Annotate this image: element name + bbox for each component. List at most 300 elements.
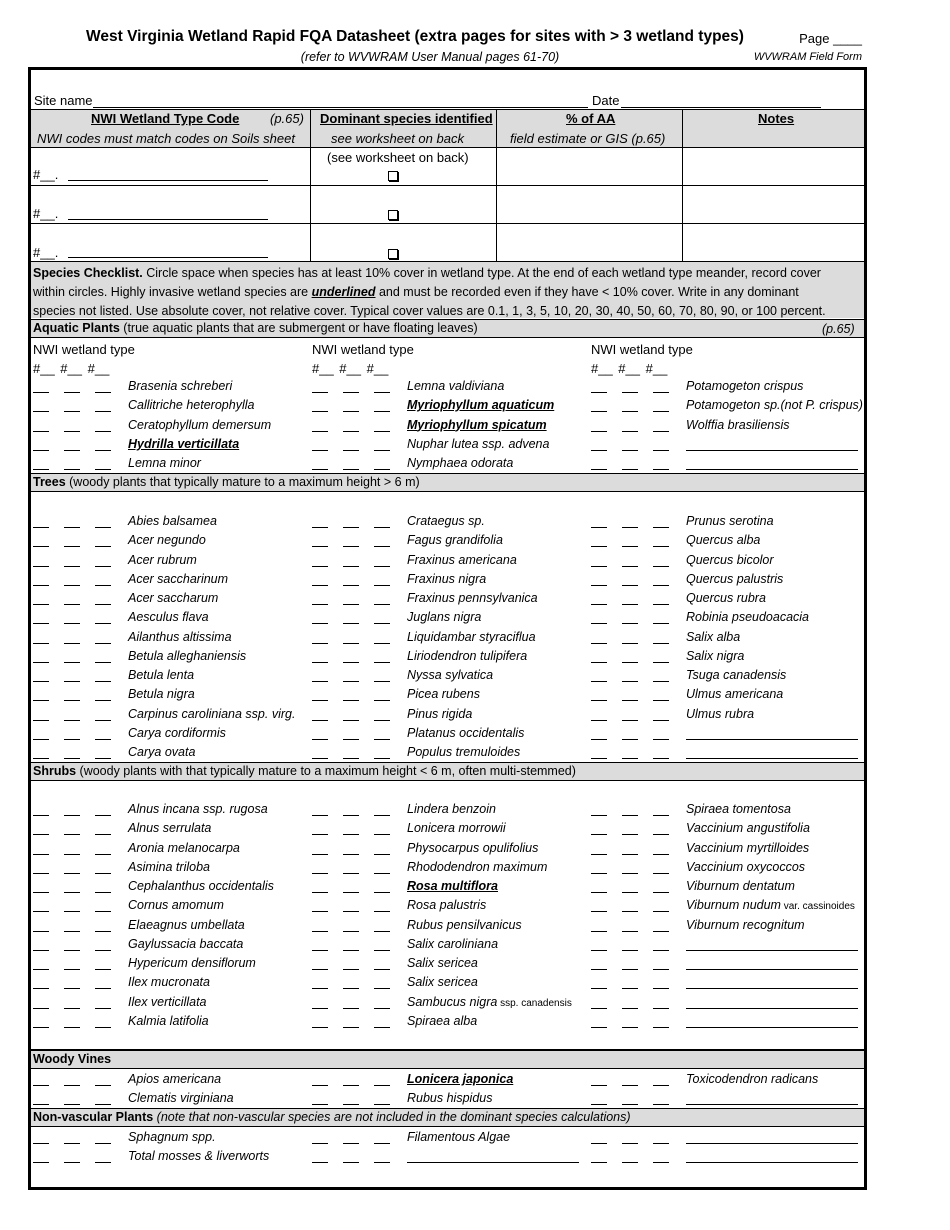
cover-blank[interactable]	[653, 931, 669, 932]
cover-blank[interactable]	[312, 1143, 328, 1144]
cover-blank[interactable]	[33, 585, 49, 586]
cover-blank[interactable]	[622, 411, 638, 412]
cover-blank[interactable]	[95, 392, 111, 393]
cover-blank[interactable]	[653, 739, 669, 740]
cover-blank[interactable]	[64, 1008, 80, 1009]
cover-blank[interactable]	[591, 450, 607, 451]
cover-blank[interactable]	[591, 854, 607, 855]
cover-blank[interactable]	[343, 585, 359, 586]
cover-blank[interactable]	[653, 546, 669, 547]
cover-blank[interactable]	[64, 604, 80, 605]
cover-blank[interactable]	[64, 834, 80, 835]
cover-blank[interactable]	[591, 585, 607, 586]
cover-blank[interactable]	[374, 1143, 390, 1144]
cover-blank[interactable]	[343, 1162, 359, 1163]
cover-blank[interactable]	[95, 1027, 111, 1028]
cover-blank[interactable]	[64, 950, 80, 951]
cover-blank[interactable]	[374, 604, 390, 605]
cover-blank[interactable]	[312, 911, 328, 912]
cover-blank[interactable]	[64, 1104, 80, 1105]
cover-blank[interactable]	[591, 604, 607, 605]
cover-blank[interactable]	[33, 546, 49, 547]
cover-blank[interactable]	[312, 854, 328, 855]
cover-blank[interactable]	[64, 1162, 80, 1163]
cover-blank[interactable]	[653, 585, 669, 586]
cover-blank[interactable]	[95, 1085, 111, 1086]
dominant-checkbox-2[interactable]	[388, 210, 398, 220]
cover-blank[interactable]	[95, 815, 111, 816]
write-in-blank[interactable]	[686, 739, 858, 740]
cover-blank[interactable]	[64, 469, 80, 470]
cover-blank[interactable]	[343, 911, 359, 912]
cover-blank[interactable]	[653, 411, 669, 412]
cover-blank[interactable]	[95, 700, 111, 701]
cover-blank[interactable]	[374, 431, 390, 432]
cover-blank[interactable]	[64, 450, 80, 451]
cover-blank[interactable]	[374, 892, 390, 893]
cover-blank[interactable]	[33, 1143, 49, 1144]
cover-blank[interactable]	[312, 988, 328, 989]
cover-blank[interactable]	[591, 1008, 607, 1009]
cover-blank[interactable]	[622, 1085, 638, 1086]
cover-blank[interactable]	[653, 1085, 669, 1086]
cover-blank[interactable]	[591, 566, 607, 567]
cover-blank[interactable]	[312, 1162, 328, 1163]
cover-blank[interactable]	[591, 1143, 607, 1144]
cover-blank[interactable]	[343, 1104, 359, 1105]
cover-blank[interactable]	[591, 643, 607, 644]
cover-blank[interactable]	[95, 411, 111, 412]
cover-blank[interactable]	[95, 604, 111, 605]
cover-blank[interactable]	[591, 873, 607, 874]
cover-blank[interactable]	[653, 969, 669, 970]
cover-blank[interactable]	[95, 623, 111, 624]
cover-blank[interactable]	[33, 911, 49, 912]
cover-blank[interactable]	[312, 643, 328, 644]
cover-blank[interactable]	[622, 469, 638, 470]
cover-blank[interactable]	[374, 469, 390, 470]
nwi-code-field-1[interactable]	[68, 180, 268, 181]
cover-blank[interactable]	[374, 1162, 390, 1163]
cover-blank[interactable]	[343, 1008, 359, 1009]
cover-blank[interactable]	[95, 892, 111, 893]
cover-blank[interactable]	[374, 1085, 390, 1086]
cover-blank[interactable]	[33, 643, 49, 644]
cover-blank[interactable]	[343, 662, 359, 663]
cover-blank[interactable]	[653, 431, 669, 432]
cover-blank[interactable]	[95, 988, 111, 989]
cover-blank[interactable]	[374, 392, 390, 393]
cover-blank[interactable]	[374, 758, 390, 759]
cover-blank[interactable]	[622, 623, 638, 624]
cover-blank[interactable]	[64, 911, 80, 912]
cover-blank[interactable]	[64, 892, 80, 893]
cover-blank[interactable]	[343, 1143, 359, 1144]
cover-blank[interactable]	[622, 739, 638, 740]
cover-blank[interactable]	[64, 1027, 80, 1028]
cover-blank[interactable]	[591, 950, 607, 951]
cover-blank[interactable]	[591, 681, 607, 682]
cover-blank[interactable]	[312, 931, 328, 932]
cover-blank[interactable]	[95, 1143, 111, 1144]
cover-blank[interactable]	[95, 527, 111, 528]
cover-blank[interactable]	[95, 469, 111, 470]
cover-blank[interactable]	[343, 854, 359, 855]
write-in-blank[interactable]	[686, 1008, 858, 1009]
cover-blank[interactable]	[374, 527, 390, 528]
cover-blank[interactable]	[591, 527, 607, 528]
cover-blank[interactable]	[312, 469, 328, 470]
cover-blank[interactable]	[33, 662, 49, 663]
cover-blank[interactable]	[653, 1027, 669, 1028]
cover-blank[interactable]	[312, 739, 328, 740]
cover-blank[interactable]	[622, 834, 638, 835]
cover-blank[interactable]	[653, 950, 669, 951]
cover-blank[interactable]	[374, 931, 390, 932]
cover-blank[interactable]	[374, 720, 390, 721]
cover-blank[interactable]	[312, 681, 328, 682]
cover-blank[interactable]	[312, 566, 328, 567]
cover-blank[interactable]	[622, 1008, 638, 1009]
cover-blank[interactable]	[33, 431, 49, 432]
cover-blank[interactable]	[622, 988, 638, 989]
cover-blank[interactable]	[312, 662, 328, 663]
write-in-blank[interactable]	[686, 969, 858, 970]
cover-blank[interactable]	[622, 950, 638, 951]
cover-blank[interactable]	[33, 566, 49, 567]
cover-blank[interactable]	[653, 720, 669, 721]
cover-blank[interactable]	[374, 739, 390, 740]
cover-blank[interactable]	[591, 834, 607, 835]
cover-blank[interactable]	[64, 969, 80, 970]
cover-blank[interactable]	[343, 1085, 359, 1086]
cover-blank[interactable]	[343, 758, 359, 759]
cover-blank[interactable]	[95, 834, 111, 835]
cover-blank[interactable]	[374, 834, 390, 835]
cover-blank[interactable]	[343, 604, 359, 605]
cover-blank[interactable]	[33, 1027, 49, 1028]
cover-blank[interactable]	[33, 469, 49, 470]
cover-blank[interactable]	[33, 1162, 49, 1163]
cover-blank[interactable]	[653, 854, 669, 855]
cover-blank[interactable]	[591, 892, 607, 893]
cover-blank[interactable]	[622, 720, 638, 721]
write-in-blank[interactable]	[686, 450, 858, 451]
write-in-blank[interactable]	[686, 988, 858, 989]
cover-blank[interactable]	[653, 1104, 669, 1105]
cover-blank[interactable]	[33, 834, 49, 835]
cover-blank[interactable]	[64, 854, 80, 855]
cover-blank[interactable]	[374, 1008, 390, 1009]
cover-blank[interactable]	[374, 450, 390, 451]
cover-blank[interactable]	[33, 1008, 49, 1009]
cover-blank[interactable]	[622, 700, 638, 701]
cover-blank[interactable]	[95, 546, 111, 547]
cover-blank[interactable]	[622, 1162, 638, 1163]
cover-blank[interactable]	[95, 566, 111, 567]
cover-blank[interactable]	[95, 1104, 111, 1105]
cover-blank[interactable]	[33, 950, 49, 951]
cover-blank[interactable]	[653, 1143, 669, 1144]
cover-blank[interactable]	[64, 758, 80, 759]
cover-blank[interactable]	[343, 931, 359, 932]
cover-blank[interactable]	[653, 643, 669, 644]
cover-blank[interactable]	[374, 546, 390, 547]
cover-blank[interactable]	[64, 431, 80, 432]
cover-blank[interactable]	[343, 892, 359, 893]
cover-blank[interactable]	[653, 758, 669, 759]
cover-blank[interactable]	[33, 854, 49, 855]
cover-blank[interactable]	[95, 1162, 111, 1163]
cover-blank[interactable]	[374, 566, 390, 567]
cover-blank[interactable]	[33, 892, 49, 893]
cover-blank[interactable]	[312, 758, 328, 759]
cover-blank[interactable]	[374, 969, 390, 970]
cover-blank[interactable]	[622, 931, 638, 932]
cover-blank[interactable]	[64, 720, 80, 721]
cover-blank[interactable]	[622, 392, 638, 393]
cover-blank[interactable]	[33, 681, 49, 682]
cover-blank[interactable]	[374, 815, 390, 816]
cover-blank[interactable]	[312, 892, 328, 893]
cover-blank[interactable]	[343, 815, 359, 816]
cover-blank[interactable]	[33, 411, 49, 412]
cover-blank[interactable]	[312, 604, 328, 605]
cover-blank[interactable]	[33, 739, 49, 740]
cover-blank[interactable]	[622, 854, 638, 855]
cover-blank[interactable]	[95, 720, 111, 721]
date-field[interactable]	[621, 107, 821, 108]
cover-blank[interactable]	[374, 911, 390, 912]
cover-blank[interactable]	[653, 1008, 669, 1009]
cover-blank[interactable]	[64, 546, 80, 547]
cover-blank[interactable]	[591, 815, 607, 816]
cover-blank[interactable]	[653, 1162, 669, 1163]
cover-blank[interactable]	[622, 527, 638, 528]
cover-blank[interactable]	[312, 392, 328, 393]
cover-blank[interactable]	[33, 873, 49, 874]
cover-blank[interactable]	[653, 392, 669, 393]
cover-blank[interactable]	[95, 950, 111, 951]
cover-blank[interactable]	[591, 739, 607, 740]
cover-blank[interactable]	[622, 681, 638, 682]
cover-blank[interactable]	[591, 1162, 607, 1163]
cover-blank[interactable]	[653, 604, 669, 605]
cover-blank[interactable]	[312, 969, 328, 970]
cover-blank[interactable]	[622, 873, 638, 874]
cover-blank[interactable]	[653, 527, 669, 528]
cover-blank[interactable]	[622, 892, 638, 893]
cover-blank[interactable]	[64, 681, 80, 682]
cover-blank[interactable]	[591, 662, 607, 663]
cover-blank[interactable]	[622, 662, 638, 663]
cover-blank[interactable]	[343, 546, 359, 547]
cover-blank[interactable]	[653, 892, 669, 893]
cover-blank[interactable]	[95, 681, 111, 682]
cover-blank[interactable]	[374, 662, 390, 663]
cover-blank[interactable]	[653, 450, 669, 451]
cover-blank[interactable]	[343, 969, 359, 970]
write-in-blank[interactable]	[686, 469, 858, 470]
cover-blank[interactable]	[622, 546, 638, 547]
cover-blank[interactable]	[312, 815, 328, 816]
cover-blank[interactable]	[64, 931, 80, 932]
cover-blank[interactable]	[312, 700, 328, 701]
write-in-blank[interactable]	[686, 1143, 858, 1144]
cover-blank[interactable]	[312, 1085, 328, 1086]
cover-blank[interactable]	[653, 566, 669, 567]
cover-blank[interactable]	[64, 643, 80, 644]
cover-blank[interactable]	[591, 988, 607, 989]
cover-blank[interactable]	[653, 469, 669, 470]
cover-blank[interactable]	[343, 469, 359, 470]
cover-blank[interactable]	[622, 566, 638, 567]
cover-blank[interactable]	[374, 411, 390, 412]
cover-blank[interactable]	[374, 643, 390, 644]
cover-blank[interactable]	[622, 815, 638, 816]
cover-blank[interactable]	[95, 969, 111, 970]
cover-blank[interactable]	[343, 988, 359, 989]
cover-blank[interactable]	[591, 700, 607, 701]
cover-blank[interactable]	[64, 411, 80, 412]
cover-blank[interactable]	[653, 911, 669, 912]
write-in-blank[interactable]	[686, 1104, 858, 1105]
write-in-blank[interactable]	[686, 1027, 858, 1028]
cover-blank[interactable]	[64, 700, 80, 701]
cover-blank[interactable]	[95, 931, 111, 932]
cover-blank[interactable]	[343, 411, 359, 412]
cover-blank[interactable]	[33, 623, 49, 624]
cover-blank[interactable]	[95, 450, 111, 451]
cover-blank[interactable]	[374, 950, 390, 951]
nwi-code-field-2[interactable]	[68, 219, 268, 220]
cover-blank[interactable]	[312, 450, 328, 451]
cover-blank[interactable]	[33, 700, 49, 701]
cover-blank[interactable]	[622, 1143, 638, 1144]
cover-blank[interactable]	[64, 585, 80, 586]
cover-blank[interactable]	[343, 643, 359, 644]
cover-blank[interactable]	[653, 834, 669, 835]
cover-blank[interactable]	[653, 700, 669, 701]
cover-blank[interactable]	[591, 1104, 607, 1105]
cover-blank[interactable]	[343, 739, 359, 740]
cover-blank[interactable]	[33, 969, 49, 970]
cover-blank[interactable]	[374, 988, 390, 989]
cover-blank[interactable]	[312, 431, 328, 432]
cover-blank[interactable]	[33, 604, 49, 605]
cover-blank[interactable]	[312, 411, 328, 412]
cover-blank[interactable]	[64, 566, 80, 567]
cover-blank[interactable]	[374, 623, 390, 624]
cover-blank[interactable]	[312, 1027, 328, 1028]
write-in-blank[interactable]	[686, 950, 858, 951]
cover-blank[interactable]	[312, 623, 328, 624]
cover-blank[interactable]	[343, 873, 359, 874]
cover-blank[interactable]	[591, 623, 607, 624]
cover-blank[interactable]	[95, 854, 111, 855]
cover-blank[interactable]	[64, 815, 80, 816]
cover-blank[interactable]	[343, 527, 359, 528]
cover-blank[interactable]	[374, 873, 390, 874]
cover-blank[interactable]	[653, 988, 669, 989]
write-in-blank[interactable]	[407, 1162, 579, 1163]
cover-blank[interactable]	[312, 1008, 328, 1009]
cover-blank[interactable]	[591, 546, 607, 547]
cover-blank[interactable]	[374, 681, 390, 682]
cover-blank[interactable]	[312, 585, 328, 586]
cover-blank[interactable]	[374, 700, 390, 701]
cover-blank[interactable]	[343, 834, 359, 835]
cover-blank[interactable]	[343, 1027, 359, 1028]
cover-blank[interactable]	[591, 1027, 607, 1028]
cover-blank[interactable]	[622, 1104, 638, 1105]
cover-blank[interactable]	[312, 1104, 328, 1105]
cover-blank[interactable]	[95, 585, 111, 586]
site-name-field[interactable]	[93, 107, 588, 108]
write-in-blank[interactable]	[686, 758, 858, 759]
cover-blank[interactable]	[622, 758, 638, 759]
cover-blank[interactable]	[591, 931, 607, 932]
cover-blank[interactable]	[622, 1027, 638, 1028]
cover-blank[interactable]	[591, 431, 607, 432]
cover-blank[interactable]	[343, 950, 359, 951]
cover-blank[interactable]	[312, 873, 328, 874]
cover-blank[interactable]	[622, 450, 638, 451]
cover-blank[interactable]	[591, 911, 607, 912]
cover-blank[interactable]	[33, 758, 49, 759]
cover-blank[interactable]	[343, 681, 359, 682]
cover-blank[interactable]	[622, 604, 638, 605]
write-in-blank[interactable]	[686, 1162, 858, 1163]
cover-blank[interactable]	[64, 739, 80, 740]
cover-blank[interactable]	[591, 969, 607, 970]
cover-blank[interactable]	[343, 700, 359, 701]
cover-blank[interactable]	[374, 1104, 390, 1105]
cover-blank[interactable]	[653, 681, 669, 682]
cover-blank[interactable]	[312, 834, 328, 835]
cover-blank[interactable]	[312, 527, 328, 528]
cover-blank[interactable]	[591, 392, 607, 393]
dominant-checkbox-1[interactable]	[388, 171, 398, 181]
cover-blank[interactable]	[653, 873, 669, 874]
cover-blank[interactable]	[622, 969, 638, 970]
cover-blank[interactable]	[653, 662, 669, 663]
cover-blank[interactable]	[343, 392, 359, 393]
cover-blank[interactable]	[622, 585, 638, 586]
cover-blank[interactable]	[591, 1085, 607, 1086]
cover-blank[interactable]	[343, 566, 359, 567]
cover-blank[interactable]	[95, 739, 111, 740]
cover-blank[interactable]	[33, 988, 49, 989]
cover-blank[interactable]	[64, 662, 80, 663]
cover-blank[interactable]	[95, 873, 111, 874]
cover-blank[interactable]	[622, 911, 638, 912]
cover-blank[interactable]	[33, 931, 49, 932]
cover-blank[interactable]	[374, 1027, 390, 1028]
cover-blank[interactable]	[591, 411, 607, 412]
cover-blank[interactable]	[343, 623, 359, 624]
cover-blank[interactable]	[95, 758, 111, 759]
cover-blank[interactable]	[33, 1104, 49, 1105]
cover-blank[interactable]	[95, 662, 111, 663]
cover-blank[interactable]	[312, 720, 328, 721]
cover-blank[interactable]	[33, 1085, 49, 1086]
cover-blank[interactable]	[33, 815, 49, 816]
cover-blank[interactable]	[64, 1143, 80, 1144]
cover-blank[interactable]	[591, 720, 607, 721]
cover-blank[interactable]	[33, 527, 49, 528]
cover-blank[interactable]	[591, 758, 607, 759]
